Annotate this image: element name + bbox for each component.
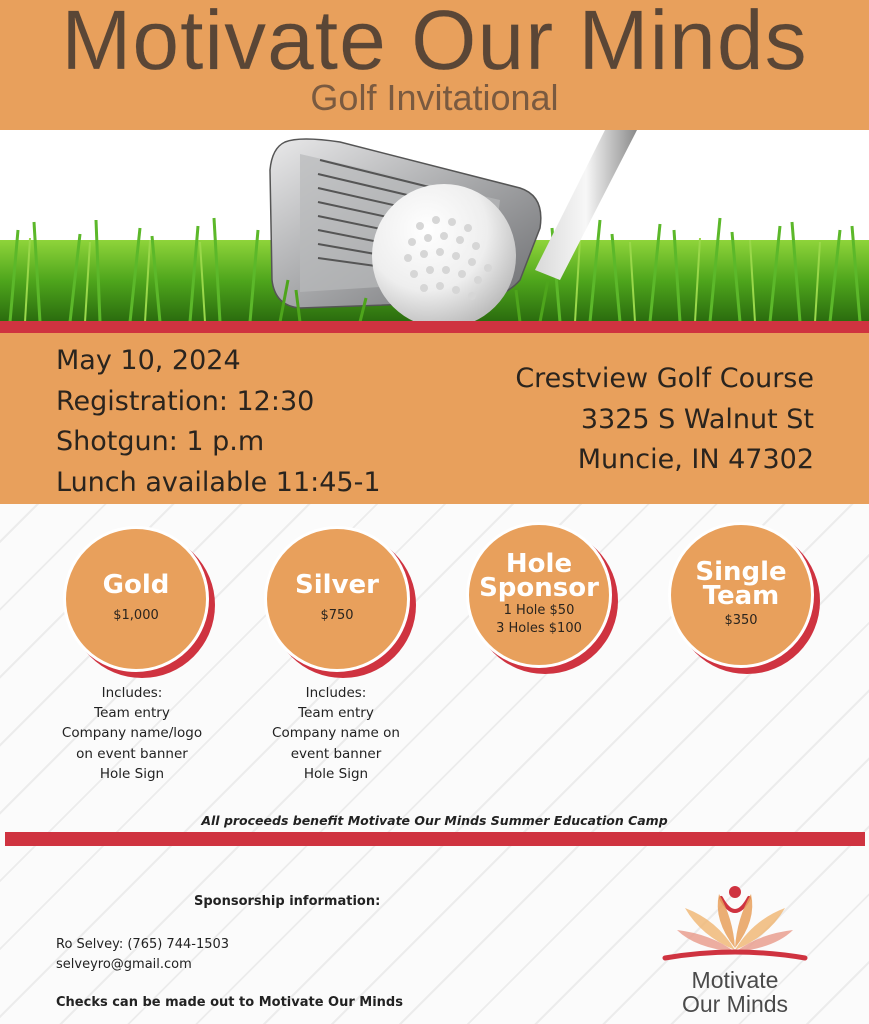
- venue-name: Crestview Golf Course: [515, 363, 814, 394]
- includes-item: Team entry: [94, 705, 170, 722]
- tier-silver-price: $750: [320, 608, 354, 623]
- tier-single-team-price: $350: [724, 613, 758, 628]
- tier-hole-sponsor-name-1: Hole: [505, 549, 573, 579]
- top-divider: [0, 321, 869, 333]
- includes-item: Company name/logo: [61, 725, 203, 742]
- tier-gold-price: $1,000: [113, 608, 159, 623]
- tier-single-team-name-2: Team: [702, 581, 780, 611]
- includes-item: on event banner: [76, 745, 188, 762]
- tier-gold: [63, 526, 211, 674]
- event-date: May 10, 2024: [56, 345, 241, 376]
- contact-email[interactable]: selveyro@gmail.com: [56, 957, 192, 972]
- includes-item: Company name on: [272, 725, 400, 742]
- venue-street: 3325 S Walnut St: [580, 403, 814, 435]
- organization-logo: [655, 884, 815, 1024]
- includes-item: Hole Sign: [303, 765, 369, 782]
- logo-wordmark: [655, 968, 815, 1016]
- tier-gold-name: Gold: [102, 570, 170, 600]
- tier-silver: [264, 526, 412, 674]
- tier-hole-sponsor-price-2: 3 Holes $100: [496, 621, 582, 636]
- event-location: [515, 359, 814, 481]
- lotus-logo-icon: [655, 884, 815, 968]
- proceeds-note: All proceeds benefit Motivate Our Minds Summer Education Camp: [201, 813, 668, 828]
- sponsorship-title: Sponsorship information:: [194, 894, 381, 909]
- checks-note: Checks can be made out to Motivate Our Minds: [56, 995, 403, 1010]
- tier-silver-includes: [241, 683, 431, 784]
- event-registration: Registration: 12:30: [56, 385, 315, 417]
- logo-line-2: Our Minds: [681, 991, 789, 1017]
- event-schedule: [56, 341, 381, 503]
- venue-city: Muncie, IN 47302: [577, 444, 814, 475]
- header-banner: [0, 0, 869, 130]
- includes-item: Team entry: [298, 705, 374, 722]
- tier-hole-sponsor: [466, 522, 614, 670]
- logo-line-1: Motivate: [691, 967, 779, 993]
- sponsorship-contact: [56, 935, 229, 975]
- bottom-divider: [5, 832, 865, 846]
- event-shotgun: Shotgun: 1 p.m: [56, 426, 265, 457]
- tier-silver-name: Silver: [295, 570, 379, 600]
- includes-heading: Includes:: [305, 685, 367, 701]
- event-title: Motivate Our Minds: [61, 0, 808, 87]
- hero-golf-image: [0, 130, 869, 322]
- tier-gold-includes: [37, 683, 227, 784]
- includes-heading: Includes:: [101, 685, 163, 701]
- event-subtitle: Golf Invitational: [310, 77, 559, 118]
- contact-phone: Ro Selvey: (765) 744-1503: [56, 937, 230, 952]
- tier-single-team: [668, 522, 816, 670]
- tier-single-team-name-1: Single: [695, 557, 787, 587]
- event-lunch: Lunch available 11:45-1: [56, 466, 381, 498]
- tier-hole-sponsor-name-2: Sponsor: [479, 573, 599, 603]
- includes-item: Hole Sign: [99, 765, 165, 782]
- tier-hole-sponsor-price-1: 1 Hole $50: [503, 603, 575, 618]
- event-info-band: [0, 333, 869, 504]
- includes-item: event banner: [290, 745, 382, 762]
